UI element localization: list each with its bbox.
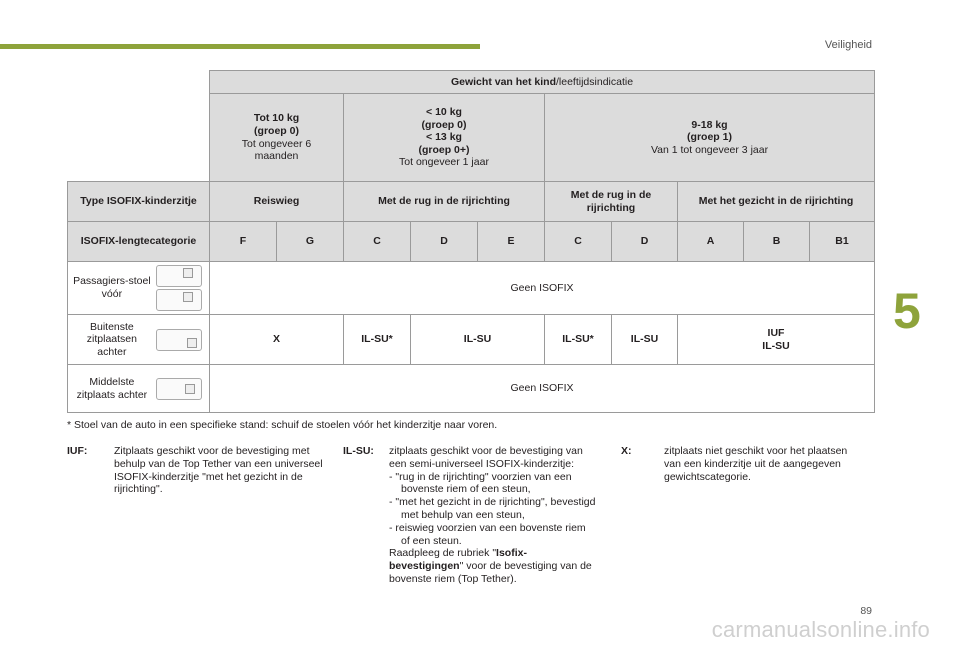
- outer-rear-C-2: IL-SU*: [545, 315, 612, 365]
- group-0plus-group-2: (groep 0+): [418, 143, 470, 156]
- group-0plus-group-1: (groep 0): [421, 118, 467, 131]
- corner-blank-2: [68, 94, 210, 182]
- group-0-header: [210, 94, 344, 182]
- group-0-group: (groep 0): [254, 124, 299, 137]
- header-accent-bar: [0, 44, 480, 49]
- group-1-weight: 9-18 kg: [691, 118, 728, 131]
- definition-ilsu-outro-post: " voor de bevestiging van de bovenste riem (Top Tether).: [389, 560, 592, 585]
- outer-rear-reiswieg: X: [210, 315, 344, 365]
- chapter-number: 5: [893, 283, 921, 339]
- size-B: B: [744, 222, 810, 262]
- type-reiswieg: Reiswieg: [210, 182, 344, 222]
- row-middle-rear-label: Middelste zitplaats achter: [76, 375, 148, 401]
- row-outer-rear: [68, 315, 210, 365]
- type-rear-facing-1: Met de rug in de rijrichting: [344, 182, 545, 222]
- size-label: ISOFIX-lengtecategorie: [68, 222, 210, 262]
- outer-rear-C: IL-SU*: [344, 315, 411, 365]
- group-0plus-header: [344, 94, 545, 182]
- size-D: D: [411, 222, 478, 262]
- group-1-age: Van 1 tot ongeveer 3 jaar: [650, 143, 769, 156]
- outer-rear-forward: [678, 315, 875, 365]
- size-C: C: [344, 222, 411, 262]
- row-front-passenger: [68, 262, 210, 315]
- car-seat-middle-rear-icon: [156, 378, 202, 400]
- corner-blank: [68, 71, 210, 94]
- group-0plus-weight-2: < 13 kg: [426, 131, 462, 144]
- definition-ilsu-item-3: - reiswieg voorzien van een bovenste riem of een steun.: [389, 521, 586, 547]
- size-B1: B1: [810, 222, 875, 262]
- car-seat-front-icon: [156, 265, 202, 287]
- section-title: Veiligheid: [824, 39, 872, 51]
- definition-iuf-text: Zitplaats geschikt voor de bevestiging met behulp van de Top Tether van een universeel ISOFIX-kinderzitje "met het gezicht in de rijrichting".: [114, 445, 323, 496]
- watermark: carmanualsonline.info: [711, 617, 930, 642]
- page-number: 89: [860, 605, 872, 617]
- definition-ilsu-outro-bold: Isofix-bevestigingen: [389, 547, 527, 573]
- definition-ilsu-term: IL-SU:: [343, 445, 374, 457]
- group-0-age-2: maanden: [254, 150, 299, 163]
- group-1-header: [545, 94, 875, 182]
- definition-ilsu-outro: [389, 547, 597, 585]
- definition-ilsu-outro-pre: Raadpleeg de rubriek ": [389, 547, 497, 560]
- size-F: F: [210, 222, 277, 262]
- definition-x-text: zitplaats niet geschikt voor het plaatsen van een kinderzitje uit de aangegeven gewichtscategorie.: [664, 445, 848, 483]
- row-outer-rear-label: Buitenste zitplaatsen achter: [86, 320, 137, 358]
- weight-header-bold: Gewicht van het kind: [450, 75, 556, 88]
- definition-ilsu-intro: zitplaats geschikt voor de bevestiging van een semi-universeel ISOFIX-kinderzitje:: [389, 445, 583, 470]
- outer-rear-forward-line-1: IUF: [767, 326, 785, 339]
- type-label: Type ISOFIX-kinderzitje: [68, 182, 210, 222]
- size-C-2: C: [545, 222, 612, 262]
- group-0-age-1: Tot ongeveer 6: [241, 137, 312, 150]
- size-A: A: [678, 222, 744, 262]
- car-seat-outer-rear-icon: [156, 329, 202, 351]
- size-E: E: [478, 222, 545, 262]
- size-G: G: [277, 222, 344, 262]
- group-0-weight: Tot 10 kg: [253, 112, 300, 125]
- outer-rear-DE: IL-SU: [411, 315, 545, 365]
- car-seat-front-icon-2: [156, 289, 202, 311]
- outer-rear-forward-line-2: IL-SU: [762, 339, 790, 352]
- isofix-table: [67, 70, 875, 413]
- weight-header-rest: /leeftijdsindicatie: [556, 75, 634, 88]
- definition-iuf-term: IUF:: [67, 445, 88, 457]
- row-front-passenger-label: Passagiers-stoel vóór: [73, 275, 151, 300]
- size-D-2: D: [612, 222, 678, 262]
- outer-rear-D-2: IL-SU: [612, 315, 678, 365]
- row-front-passenger-value: Geen ISOFIX: [210, 262, 875, 315]
- row-middle-rear: [68, 365, 210, 413]
- type-forward-facing: Met het gezicht in de rijrichting: [678, 182, 875, 222]
- group-0plus-weight-1: < 10 kg: [426, 106, 462, 119]
- weight-header: [210, 71, 875, 94]
- definition-ilsu-item-2: - "met het gezicht in de rijrichting", bevestigd met behulp van een steun,: [389, 496, 596, 521]
- definition-x-term: X:: [621, 445, 632, 457]
- row-middle-rear-value: Geen ISOFIX: [210, 365, 875, 413]
- group-1-group: (groep 1): [687, 131, 732, 144]
- type-rear-facing-2: Met de rug in de rijrichting: [545, 182, 678, 222]
- group-0plus-age: Tot ongeveer 1 jaar: [399, 156, 489, 169]
- definition-ilsu-body: [389, 445, 597, 586]
- footnote: * Stoel van de auto in een specifieke stand: schuif de stoelen vóór het kinderzitje naar voren.: [67, 419, 498, 431]
- definition-ilsu-item-1: - "rug in de rijrichting" voorzien van een bovenste riem of een steun,: [389, 470, 572, 496]
